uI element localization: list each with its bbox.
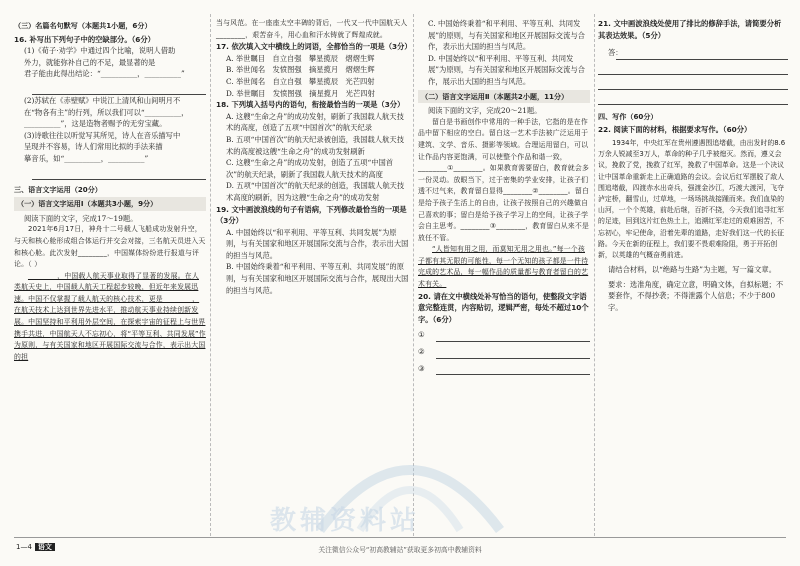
option-c[interactable]: C. 中国始终秉着“和平利用、平等互利、共同发展”的原则，与有关国家和地区开展国际交流与合作，表示出大国的担当与风范。 — [428, 19, 585, 52]
q16-part2: 在“物各有主”的行列，所以我们可以“__________， — [24, 107, 189, 117]
subject-label: 语文 — [35, 543, 55, 551]
writing-requirements: 要求：选准角度，确定立意，明确文体，自拟标题；不要套作，不得抄袭；不得泄露个人信息；不少于800字。 — [608, 279, 784, 312]
question-22: 22. 阅读下面的材料，根据要求写作。（60分） — [598, 125, 752, 135]
answer-line[interactable] — [598, 75, 788, 90]
passage-paragraph: 留白是书画创作中常用的一种手法，它指的是在作品中留下相应的空白。留白这一艺术手法被广泛运用于建筑、文学、音乐、摄影等领域。合理运用留白，可以让作品内容更饱满，可以使整个作品和谐一致，________①________。如果教育需要留白，教育就会多一份灵动。放眼当下，过于密集的学业安排，让孩子们透不过气来，教育留白显得________②________。留白是给予孩子生活上的自由，让孩子按照自己的兴趣做自己喜欢的事；留白是给予孩子学习上的空间，让孩子学会自主思考。________③________，教育留白从来不是放任不管。 — [418, 117, 590, 242]
q16-part2: __________”，这是造物者赐予的无穷宝藏。 — [24, 119, 167, 129]
option-b[interactable]: B. 中国始终秉着“和平利用、平等互利、共同发展”的原则，与有关国家和地区开展国际交流与合作，展现出大国的担当与风范。 — [226, 262, 409, 295]
answer-line[interactable] — [32, 165, 206, 180]
answer-label: ② — [418, 347, 425, 357]
column-4 — [598, 18, 788, 314]
q16-part3: 摹音乐，如“__________，__________” — [24, 153, 149, 163]
footer-note: 关注微信公众号“初高教辅站”获取更多初高中教辅资料 — [318, 546, 482, 554]
part-heading: 三、语言文字运用（20分） — [14, 184, 102, 194]
column-1 — [14, 18, 206, 363]
answer-line[interactable] — [436, 327, 590, 342]
question-19: 19. 文中画波浪线的句子有语病，下列修改最恰当的一项是（3分） — [216, 204, 407, 226]
option-a[interactable]: A. 中国始终以“和平利用、平等互利、共同发展”为原则，与有关国家和地区开展国际交流与合作，表示出大国的担当与风范。 — [226, 227, 409, 260]
passage-paragraph: ________，中国载人航天事业取得了显著的发展。在人类航天史上，中国载人航天工程起步较晚，但近年来发展迅速。中国不仅掌握了载人航天的核心技术，更是________，在航天技术上达到世界先进水平，推动航天事业持续创新发展。中国坚持和平利用外层空间，在探索宇宙的征程上与世界携手共进，中国航天人不忘初心，将“平等互利、共同发展”作为原则，与有关国家和地区开展国际交流与合作，表示出大国的担 — [14, 271, 206, 361]
answer-line[interactable] — [436, 360, 590, 375]
passage-paragraph: 2021年6月17日，神舟十二号载人飞船成功发射升空，与天和核心舱形成组合体运行并交会对接，三名航天员进入天和核心舱。此次发射________，中国媒体纷纷进行报道与评论。（ ） — [14, 225, 206, 269]
question-20: 20. 请在文中横线处补写恰当的语句，使整段文字语意完整连贯，内容贴切，逻辑严密，每处不超过10个字。（6分） — [418, 291, 589, 324]
q16-part2: (2)苏轼在《赤壁赋》中说江上清风和山间明月不 — [24, 95, 181, 105]
reading-instruction: 阅读下面的文字，完成20～21题。 — [428, 106, 542, 116]
answer-line[interactable] — [436, 344, 590, 359]
option-a[interactable]: A. 这艘“生命之舟”的成功发射，刷新了我国载人航天技术的高度，创造了五项“中国首次”的航天纪录 — [226, 111, 404, 133]
option-d[interactable]: D. 五项“中国首次”的航天纪录的创造，我国载人航天技术高度的刷新，因为这艘“生命之舟”的成功发射 — [226, 181, 405, 202]
answer-label: 答： — [608, 48, 623, 58]
subsection-heading: （二）语言文字运用Ⅱ（本题共2小题，11分） — [418, 90, 590, 104]
answer-line[interactable] — [32, 80, 206, 95]
column-divider — [594, 14, 595, 536]
answer-line[interactable] — [598, 60, 788, 75]
column-3 — [418, 18, 590, 375]
answer-label: ③ — [418, 363, 425, 373]
option-a[interactable]: A. 举世瞩目 自立自强 攀星揽辰 熠熠生辉 — [226, 53, 375, 63]
q16-part3: (3)诗歌往往以听觉写其所见，诗人在音乐描写中 — [24, 130, 181, 140]
answer-line[interactable] — [616, 45, 788, 60]
answer-line[interactable] — [598, 90, 788, 105]
option-d[interactable]: D. 中国始终以“和平利用、平等互利、共同发展”为原则，与有关国家和地区开展国际交流与合作，展示出大国的担当与风范。 — [428, 53, 585, 86]
question-16: 16. 补写出下列句子中的空缺部分。（6分） — [14, 34, 155, 44]
passage-paragraph: 当与风范。在一座座太空丰碑的背后，一代又一代中国航天人________，艰苦奋斗，用心血和汗水铸就了辉煌成就。 — [216, 19, 408, 39]
option-b[interactable]: B. 五项“中国首次”的航天纪录被创造，我国载人航天技术的高度被这艘“生命之舟”的成功发射刷新 — [226, 134, 404, 156]
q16-part1: 外力，就能弥补自己的不足，最显著的是 — [24, 57, 156, 67]
q16-part1: (1)《荀子·劝学》中通过四个比喻，说明人借助 — [24, 46, 176, 56]
footer-rule — [14, 537, 786, 538]
writing-prompt: 请结合材料，以“绝路与生路”为主题，写一篇文章。 — [608, 265, 776, 275]
answer-label: ① — [418, 330, 425, 340]
writing-material: 1934年，中央红军在贵州遵遇围追堵截，由出发时的8.6万余人锐减至3万人，革命的种子几乎被熄灭。然而，遵义会议，挽救了党，挽救了红军，挽救了中国革命。这是一个决议让中国革命重新走上正确道路的会议。会议后红军摆脱了敌人围追堵截，四渡赤水出奇兵，强渡金沙江，巧渡大渡河，飞夺泸定桥，翻雪山，过草地，一场场挑战接踵而来。我们血染的山河，一个个英雄，前赴后继，百折不挠，今天我们追寻红军的足迹，回到这片红色热土上，追溯红军走过的艰难困苦，不忘初心，牢记使命，沿着先辈的道路，走好我们这一代的长征路。今天在新的征程上，我们要不畏艰难险阻，勇于开拓创新，以英雄的气概奋勇前进。 — [598, 138, 786, 259]
question-18: 18. 下列填入括号内的语句，衔接最恰当的一项是（3分） — [216, 100, 405, 110]
column-2 — [216, 18, 410, 296]
part-heading: 四、写作（60分） — [598, 111, 658, 121]
option-c[interactable]: C. 举世闻名 自立自强 攀星揽辰 光芒四射 — [226, 76, 375, 86]
q16-part3: 呈现并不容易，诗人们常用比拟的手法来描 — [24, 142, 163, 152]
reading-instruction: 阅读下面的文字，完成17～19题。 — [24, 213, 138, 223]
column-divider — [210, 14, 211, 536]
watermark-text: 教辅资料站 — [270, 506, 421, 536]
option-d[interactable]: D. 举世瞩目 发愤图强 摘星揽月 光芒四射 — [226, 88, 375, 98]
option-c[interactable]: C. 这艘“生命之舟”的成功发射，创造了五项“中国首次”的航天纪录，刷新了我国载人航天技术的高度 — [226, 158, 394, 179]
question-21: 21. 文中画波浪线处使用了排比的修辞手法，请简要分析其表达效果。（5分） — [598, 19, 782, 40]
page-number: 1—4 — [16, 543, 32, 551]
q16-part1: 君子能由此得出结论：“__________，__________” — [24, 69, 185, 79]
column-divider — [413, 14, 414, 536]
option-b[interactable]: B. 举世闻名 发愤图强 摘星揽月 熠熠生辉 — [226, 65, 375, 75]
question-17: 17. 依次填入文中横线上的词语，全都恰当的一项是（3分） — [216, 42, 412, 52]
passage-paragraph: “人皆知有用之用，而莫知无用之用也。”每一个孩子都有其无限的可能性，每一个无知的孩子都是一件待完成的艺术品，每一幅作品的质量都与教育者留白的艺术有关。 — [418, 245, 589, 289]
section-heading: （三）名篇名句默写（本题共1小题，6分） — [14, 21, 152, 30]
subsection-heading: （一）语言文字运用Ⅰ（本题共3小题，9分） — [14, 197, 206, 211]
